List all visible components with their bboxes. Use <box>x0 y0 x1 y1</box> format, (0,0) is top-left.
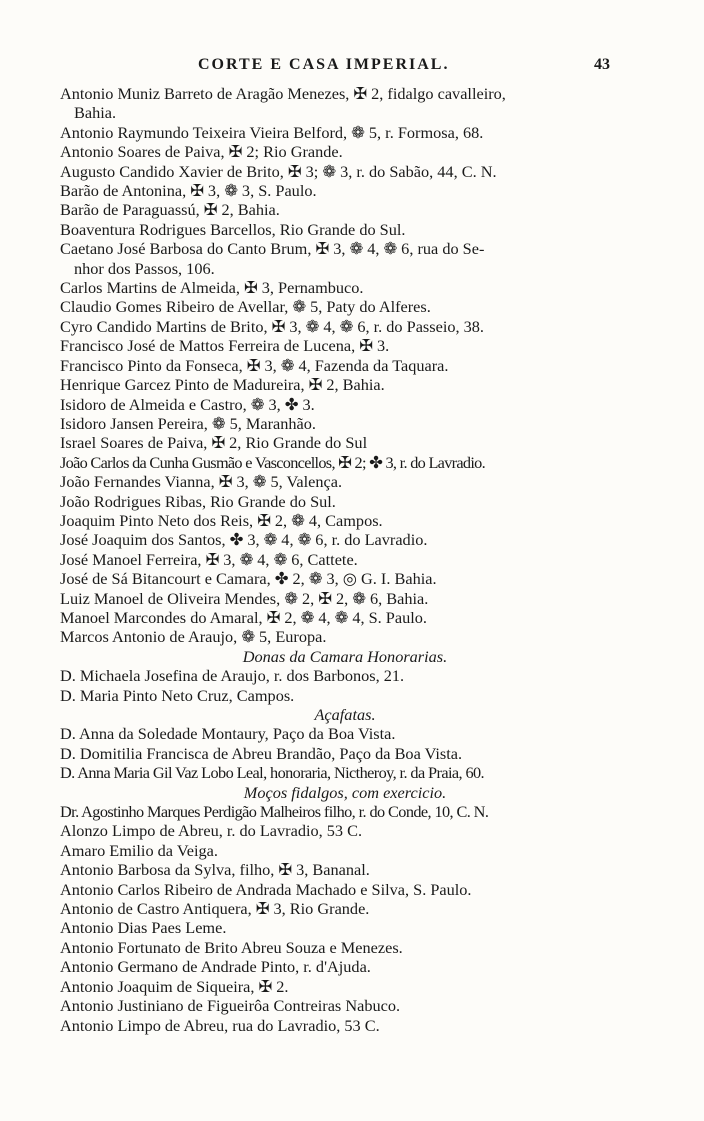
list-item: Amaro Emilio da Veiga. <box>60 840 218 860</box>
list-item: Antonio Barbosa da Sylva, filho, ✠ 3, Bananal. <box>60 860 370 880</box>
list-item: Marcos Antonio de Araujo, ❁ 5, Europa. <box>60 627 327 647</box>
list-item: D. Domitilia Francisca de Abreu Brandão, Paço da Boa Vista. <box>60 743 463 763</box>
list-item: D. Anna Maria Gil Vaz Lobo Leal, honoraria, Nictheroy, r. da Praia, 60. <box>60 763 484 783</box>
list-item: Antonio de Castro Antiquera, ✠ 3, Rio Grande. <box>60 899 370 919</box>
list-item: João Rodrigues Ribas, Rio Grande do Sul. <box>60 491 336 511</box>
list-item: Antonio Joaquim de Siqueira, ✠ 2. <box>60 976 289 996</box>
page-body <box>60 84 630 1035</box>
list-item: Barão de Antonina, ✠ 3, ❁ 3, S. Paulo. <box>60 181 317 201</box>
list-item: Cyro Candido Martins de Brito, ✠ 3, ❁ 4, ❁ 6, r. do Passeio, 38. <box>60 316 484 336</box>
list-item: Antonio Dias Paes Leme. <box>60 918 227 938</box>
list-item: Carlos Martins de Almeida, ✠ 3, Pernambuco. <box>60 278 364 298</box>
list-item: Claudio Gomes Ribeiro de Avellar, ❁ 5, Paty do Alferes. <box>60 297 431 317</box>
list-item: José Manoel Ferreira, ✠ 3, ❁ 4, ❁ 6, Cattete. <box>60 549 358 569</box>
list-item-continuation: nhor dos Passos, 106. <box>74 258 215 278</box>
list-item: Dr. Agostinho Marques Perdigão Malheiros filho, r. do Conde, 10, C. N. <box>60 802 489 822</box>
list-item: Antonio Muniz Barreto de Aragão Menezes, ✠ 2, fidalgo cavalleiro, <box>60 84 506 103</box>
list-item: José de Sá Bitancourt e Camara, ✤ 2, ❁ 3, ◎ G. I. Bahia. <box>60 569 437 589</box>
section-heading-donas: Donas da Camara Honorarias. <box>242 646 448 666</box>
list-item: Isidoro de Almeida e Castro, ❁ 3, ✤ 3. <box>60 394 315 414</box>
list-item: Isidoro Jansen Pereira, ❁ 5, Maranhão. <box>60 413 316 433</box>
list-item: D. Anna da Soledade Montaury, Paço da Boa Vista. <box>60 724 396 744</box>
list-item: D. Maria Pinto Neto Cruz, Campos. <box>60 685 295 705</box>
list-item: Antonio Soares de Paiva, ✠ 2; Rio Grande. <box>60 142 343 162</box>
section-heading-acafatas: Açafatas. <box>314 705 376 724</box>
list-item: Israel Soares de Paiva, ✠ 2, Rio Grande do Sul <box>60 433 368 453</box>
list-item: Antonio Raymundo Teixeira Vieira Belford, ❁ 5, r. Formosa, 68. <box>60 122 484 142</box>
list-item: Manoel Marcondes do Amaral, ✠ 2, ❁ 4, ❁ 4, S. Paulo. <box>60 607 427 627</box>
list-item-continuation: Bahia. <box>74 103 117 123</box>
list-item: Antonio Germano de Andrade Pinto, r. d'Ajuda. <box>60 957 371 977</box>
page-header <box>0 56 704 82</box>
section-heading-mocos: Moços fidalgos, com exercicio. <box>243 782 447 802</box>
list-item: Antonio Fortunato de Brito Abreu Souza e Menezes. <box>60 937 403 957</box>
list-item: Francisco Pinto da Fonseca, ✠ 3, ❁ 4, Fazenda da Taquara. <box>60 355 449 375</box>
list-item: Francisco José de Mattos Ferreira de Lucena, ✠ 3. <box>60 336 390 356</box>
list-item: João Carlos da Cunha Gusmão e Vasconcellos, ✠ 2; ✤ 3, r. do Lavradio. <box>60 452 485 472</box>
list-item: Luiz Manoel de Oliveira Mendes, ❁ 2, ✠ 2, ❁ 6, Bahia. <box>60 588 429 608</box>
list-item: Boaventura Rodrigues Barcellos, Rio Grande do Sul. <box>60 219 406 239</box>
list-item: Augusto Candido Xavier de Brito, ✠ 3; ❁ 3, r. do Sabão, 44, C. N. <box>60 161 497 181</box>
list-item: Antonio Carlos Ribeiro de Andrada Machado e Silva, S. Paulo. <box>60 879 472 899</box>
list-item: D. Michaela Josefina de Araujo, r. dos Barbonos, 21. <box>60 666 405 686</box>
running-title: CORTE E CASA IMPERIAL. <box>198 56 450 73</box>
list-item: João Fernandes Vianna, ✠ 3, ❁ 5, Valença. <box>60 472 343 492</box>
list-item: José Joaquim dos Santos, ✤ 3, ❁ 4, ❁ 6, r. do Lavradio. <box>60 530 428 550</box>
list-item: Antonio Limpo de Abreu, rua do Lavradio, 53 C. <box>60 1015 380 1035</box>
list-item: Alonzo Limpo de Abreu, r. do Lavradio, 53 C. <box>60 821 363 841</box>
page-number: 43 <box>594 56 610 73</box>
list-item: Joaquim Pinto Neto dos Reis, ✠ 2, ❁ 4, Campos. <box>60 510 383 530</box>
list-item: Antonio Justiniano de Figueirôa Contreiras Nabuco. <box>60 996 401 1016</box>
list-item: Barão de Paraguassú, ✠ 2, Bahia. <box>60 200 280 220</box>
list-item: Henrique Garcez Pinto de Madureira, ✠ 2, Bahia. <box>60 375 385 395</box>
list-item: Caetano José Barbosa do Canto Brum, ✠ 3, ❁ 4, ❁ 6, rua do Se- <box>60 239 485 259</box>
